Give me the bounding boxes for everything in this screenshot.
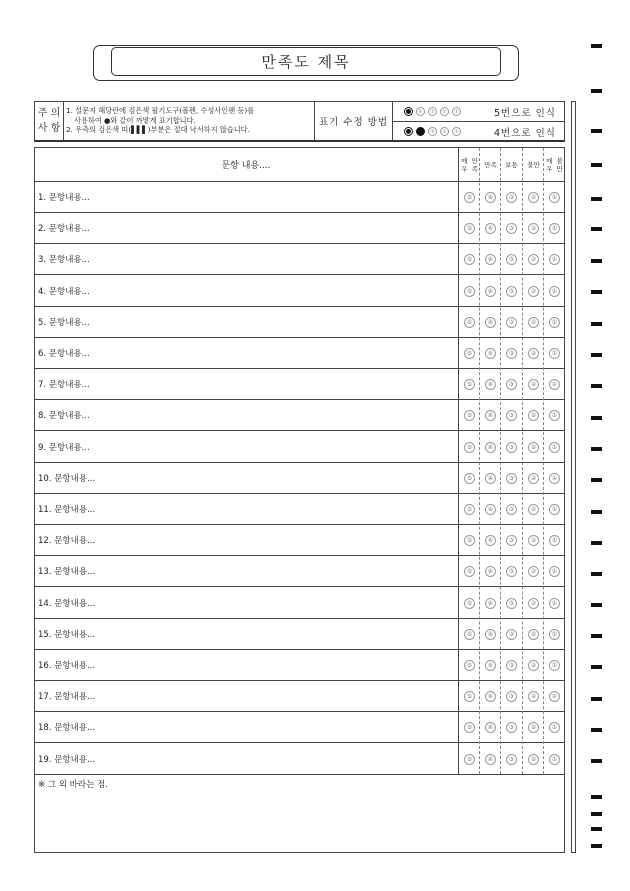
rating-option-4[interactable]: ④ <box>485 722 496 733</box>
rating-option-5[interactable]: ⑤ <box>464 317 475 328</box>
rating-option-2[interactable]: ② <box>528 317 539 328</box>
rating-option-2[interactable]: ② <box>528 192 539 203</box>
rating-option-3[interactable]: ③ <box>506 442 517 453</box>
rating-option-3[interactable]: ③ <box>506 722 517 733</box>
rating-option-2[interactable]: ② <box>528 566 539 577</box>
rating-option-5[interactable]: ⑤ <box>464 660 475 671</box>
rating-option-5[interactable]: ⑤ <box>464 691 475 702</box>
column-divider <box>543 148 544 774</box>
rating-option-3[interactable]: ③ <box>506 598 517 609</box>
example-mark <box>416 127 425 136</box>
timing-mark <box>591 259 602 263</box>
question-text: 4. 문항내용... <box>38 286 90 297</box>
question-row <box>35 650 564 681</box>
question-header: 문항 내용.... <box>221 161 271 171</box>
question-row <box>35 307 564 338</box>
example-mark <box>404 127 413 136</box>
rating-option-4[interactable]: ④ <box>485 410 496 421</box>
timing-mark <box>591 197 602 201</box>
rating-option-5[interactable]: ⑤ <box>464 286 475 297</box>
timing-mark <box>591 665 602 669</box>
rating-column-label: 불만 <box>556 156 563 173</box>
notice-label-line1: 주 의 <box>37 108 61 119</box>
rating-option-1[interactable]: ① <box>549 254 560 265</box>
rating-option-4[interactable]: ④ <box>485 317 496 328</box>
example-mark <box>404 107 413 116</box>
rating-option-2[interactable]: ② <box>528 473 539 484</box>
rating-option-4[interactable]: ④ <box>485 535 496 546</box>
timing-mark <box>591 44 602 48</box>
rating-option-4[interactable]: ④ <box>485 660 496 671</box>
rating-option-5[interactable]: ⑤ <box>464 410 475 421</box>
timing-mark <box>591 634 602 638</box>
question-text: 19. 문항내용... <box>38 754 96 765</box>
rating-option-4[interactable]: ④ <box>485 442 496 453</box>
rating-option-1[interactable]: ① <box>549 286 560 297</box>
notice-text <box>66 106 346 135</box>
rating-option-5[interactable]: ⑤ <box>464 754 475 765</box>
example-mark: ② <box>440 107 449 116</box>
rating-option-2[interactable]: ② <box>528 722 539 733</box>
rating-option-3[interactable]: ③ <box>506 504 517 515</box>
rating-option-1[interactable]: ① <box>549 348 560 359</box>
correction-example-marks <box>404 127 488 136</box>
rating-option-2[interactable]: ② <box>528 629 539 640</box>
rating-option-5[interactable]: ⑤ <box>464 504 475 515</box>
rating-option-3[interactable]: ③ <box>506 566 517 577</box>
rating-option-3[interactable]: ③ <box>506 192 517 203</box>
question-row <box>35 432 564 463</box>
timing-mark <box>591 541 602 545</box>
rating-option-4[interactable]: ④ <box>485 286 496 297</box>
correction-example-note: 5번으로 인식 <box>494 107 556 119</box>
correction-example-note: 4번으로 인식 <box>494 127 556 139</box>
rating-option-5[interactable]: ⑤ <box>464 254 475 265</box>
rating-option-2[interactable]: ② <box>528 348 539 359</box>
rating-option-3[interactable]: ③ <box>506 317 517 328</box>
question-row <box>35 276 564 307</box>
question-text: 10. 문항내용... <box>38 473 96 484</box>
rating-option-1[interactable]: ① <box>549 722 560 733</box>
rating-option-3[interactable]: ③ <box>506 754 517 765</box>
question-row <box>35 338 564 369</box>
correction-example-marks <box>404 107 488 116</box>
question-row <box>35 494 564 525</box>
rating-option-3[interactable]: ③ <box>506 629 517 640</box>
question-text: 8. 문항내용... <box>38 411 90 422</box>
question-text: 3. 문항내용... <box>38 255 90 266</box>
question-row <box>35 588 564 619</box>
rating-option-1[interactable]: ① <box>549 691 560 702</box>
timing-mark <box>591 89 602 93</box>
notice-line: 1. 설문지 해당란에 검은색 필기도구(볼펜, 수성사인펜 등)를 <box>66 106 255 115</box>
notice-section <box>34 101 565 142</box>
rating-option-4[interactable]: ④ <box>485 629 496 640</box>
rating-option-2[interactable]: ② <box>528 504 539 515</box>
rating-option-2[interactable]: ② <box>528 754 539 765</box>
example-mark: ③ <box>428 107 437 116</box>
timing-mark <box>591 447 602 451</box>
rating-option-3[interactable]: ③ <box>506 473 517 484</box>
rating-column-label: 만족 <box>484 160 497 169</box>
rating-option-1[interactable]: ① <box>549 566 560 577</box>
rating-option-1[interactable]: ① <box>549 192 560 203</box>
question-row <box>35 744 564 775</box>
rating-option-3[interactable]: ③ <box>506 223 517 234</box>
rating-option-1[interactable]: ① <box>549 317 560 328</box>
column-divider <box>479 148 480 774</box>
notice-label-line2: 사 항 <box>37 123 61 134</box>
rating-option-3[interactable]: ③ <box>506 286 517 297</box>
question-row <box>35 556 564 587</box>
question-row <box>35 463 564 494</box>
rating-option-1[interactable]: ① <box>549 504 560 515</box>
rating-option-5[interactable]: ⑤ <box>464 566 475 577</box>
timing-mark <box>591 697 602 701</box>
correction-method-label: 표기 수정 방법 <box>314 102 393 140</box>
rating-option-3[interactable]: ③ <box>506 660 517 671</box>
rating-option-2[interactable]: ② <box>528 598 539 609</box>
rating-option-2[interactable]: ② <box>528 535 539 546</box>
timing-mark <box>591 844 602 848</box>
rating-option-3[interactable]: ③ <box>506 254 517 265</box>
example-mark: ③ <box>428 127 437 136</box>
timing-mark <box>591 129 602 133</box>
timing-mark <box>591 353 602 357</box>
rating-option-5[interactable]: ⑤ <box>464 348 475 359</box>
question-row <box>35 213 564 244</box>
column-divider <box>522 148 523 774</box>
timing-mark <box>591 384 602 388</box>
rating-option-2[interactable]: ② <box>528 286 539 297</box>
rating-column-label: 불만 <box>527 160 540 169</box>
rating-option-5[interactable]: ⑤ <box>464 473 475 484</box>
question-row <box>35 182 564 213</box>
rating-option-2[interactable]: ② <box>528 254 539 265</box>
timing-mark <box>591 728 602 732</box>
rating-option-4[interactable]: ④ <box>485 473 496 484</box>
rating-option-4[interactable]: ④ <box>485 379 496 390</box>
rating-option-1[interactable]: ① <box>549 379 560 390</box>
rating-option-1[interactable]: ① <box>549 598 560 609</box>
question-text: 2. 문항내용... <box>38 224 90 235</box>
correction-example-row <box>392 122 565 141</box>
correction-example-row <box>392 102 565 122</box>
form-title: 만족도 제목 <box>111 47 501 76</box>
rating-option-3[interactable]: ③ <box>506 379 517 390</box>
question-text: 14. 문항내용... <box>38 598 96 609</box>
timing-mark <box>591 812 602 816</box>
question-text: 11. 문항내용... <box>38 505 96 515</box>
rating-option-5[interactable]: ⑤ <box>464 223 475 234</box>
rating-option-2[interactable]: ② <box>528 410 539 421</box>
question-row <box>35 244 564 275</box>
rating-option-2[interactable]: ② <box>528 691 539 702</box>
rating-option-4[interactable]: ④ <box>485 348 496 359</box>
column-divider <box>500 148 501 774</box>
rating-column-header <box>544 148 565 181</box>
rating-option-4[interactable]: ④ <box>485 598 496 609</box>
rating-option-4[interactable]: ④ <box>485 566 496 577</box>
question-text: 17. 문항내용... <box>38 692 96 703</box>
rating-option-1[interactable]: ① <box>549 442 560 453</box>
rating-option-4[interactable]: ④ <box>485 192 496 203</box>
timing-mark <box>591 478 602 482</box>
rating-option-1[interactable]: ① <box>549 410 560 421</box>
question-text: 9. 문항내용... <box>38 442 90 453</box>
rating-column-label: 만족 <box>471 156 478 173</box>
notice-line: 사용하여 ●와 같이 까맣게 표기합니다. <box>74 115 196 125</box>
rating-column-header <box>480 148 501 181</box>
question-text: 13. 문항내용... <box>38 567 96 578</box>
rating-option-5[interactable]: ⑤ <box>464 598 475 609</box>
question-row <box>35 400 564 431</box>
question-row <box>35 619 564 650</box>
comments-label: ※ 그 외 바라는 점. <box>38 780 108 790</box>
timing-mark <box>591 322 602 326</box>
timing-mark <box>591 572 602 576</box>
question-text: 12. 문항내용... <box>38 536 96 547</box>
rating-option-2[interactable]: ② <box>528 379 539 390</box>
timing-mark <box>591 827 602 831</box>
rating-option-4[interactable]: ④ <box>485 504 496 515</box>
rating-option-5[interactable]: ⑤ <box>464 722 475 733</box>
example-mark: ① <box>452 127 461 136</box>
rating-option-3[interactable]: ③ <box>506 691 517 702</box>
timing-mark <box>591 163 602 167</box>
rating-column-label: 매우 <box>461 156 468 173</box>
timing-mark <box>591 416 602 420</box>
rating-option-3[interactable]: ③ <box>506 410 517 421</box>
question-text: 15. 문항내용... <box>38 629 96 640</box>
rating-option-1[interactable]: ① <box>549 473 560 484</box>
question-row <box>35 712 564 743</box>
rating-column-header <box>459 148 480 181</box>
rating-option-1[interactable]: ① <box>549 660 560 671</box>
timing-mark <box>591 795 602 799</box>
timing-mark <box>591 227 602 231</box>
rating-option-4[interactable]: ④ <box>485 754 496 765</box>
question-text: 18. 문항내용... <box>38 723 96 734</box>
question-text: 7. 문항내용... <box>38 380 90 391</box>
notice-line: 2. 우측의 검은색 띠(▌▌▌)부분은 절대 낙서하지 않습니다. <box>66 125 250 134</box>
rating-option-4[interactable]: ④ <box>485 223 496 234</box>
example-mark: ④ <box>416 107 425 116</box>
rating-option-5[interactable]: ⑤ <box>464 442 475 453</box>
timing-mark <box>591 759 602 763</box>
question-row <box>35 369 564 400</box>
rating-option-5[interactable]: ⑤ <box>464 192 475 203</box>
rating-option-5[interactable]: ⑤ <box>464 379 475 390</box>
right-border-strip <box>571 101 576 853</box>
question-text: 6. 문항내용... <box>38 349 90 359</box>
rating-option-4[interactable]: ④ <box>485 254 496 265</box>
example-mark: ① <box>452 107 461 116</box>
table-header <box>35 148 564 182</box>
rating-column-header <box>523 148 544 181</box>
question-text: 1. 문항내용... <box>38 193 90 203</box>
timing-mark <box>591 290 602 294</box>
timing-mark <box>591 603 602 607</box>
column-divider <box>458 148 459 774</box>
question-row <box>35 681 564 712</box>
example-mark: ② <box>440 127 449 136</box>
rating-option-2[interactable]: ② <box>528 660 539 671</box>
rating-option-5[interactable]: ⑤ <box>464 535 475 546</box>
survey-table <box>34 147 565 853</box>
rating-column-label: 매우 <box>546 156 553 173</box>
question-text: 16. 문항내용... <box>38 661 96 671</box>
rating-option-5[interactable]: ⑤ <box>464 629 475 640</box>
rating-option-1[interactable]: ① <box>549 535 560 546</box>
question-row <box>35 525 564 556</box>
rating-option-1[interactable]: ① <box>549 754 560 765</box>
rating-option-4[interactable]: ④ <box>485 691 496 702</box>
rating-option-1[interactable]: ① <box>549 223 560 234</box>
rating-option-2[interactable]: ② <box>528 223 539 234</box>
rating-option-3[interactable]: ③ <box>506 348 517 359</box>
rating-column-label: 보통 <box>505 160 518 169</box>
rating-option-3[interactable]: ③ <box>506 535 517 546</box>
timing-mark <box>591 510 602 514</box>
rating-option-1[interactable]: ① <box>549 629 560 640</box>
notice-label <box>35 102 64 140</box>
question-text: 5. 문항내용... <box>38 317 90 328</box>
rating-option-2[interactable]: ② <box>528 442 539 453</box>
rating-column-header <box>501 148 522 181</box>
